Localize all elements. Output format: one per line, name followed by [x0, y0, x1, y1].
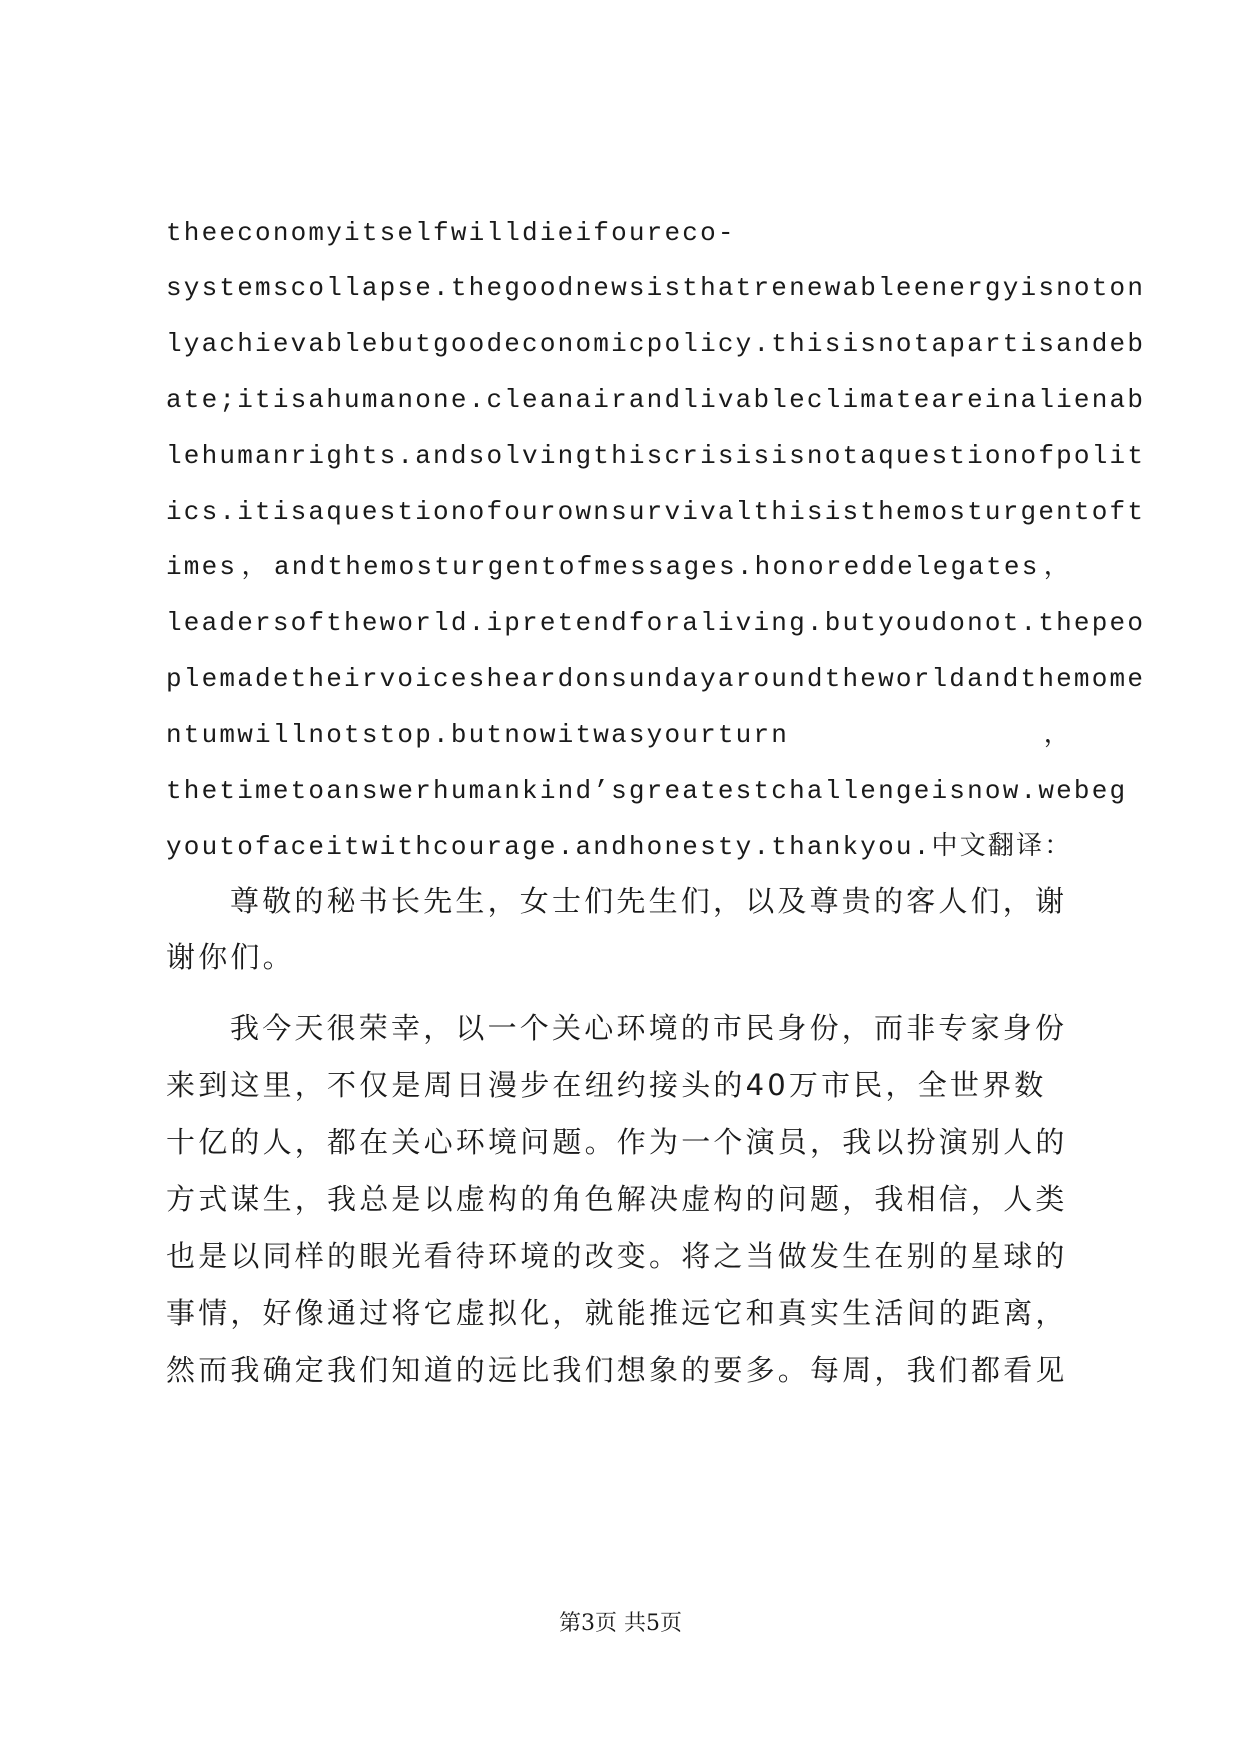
chinese-paragraph-2-line-5: 也是以同样的眼光看待环境的改变。将之当做发生在别的星球的: [166, 1239, 1068, 1273]
english-line-7-part-1: imes: [166, 552, 238, 582]
chinese-paragraph-2-line-2: 来到这里，不仅是周日漫步在纽约接头的40万市民，全世界数: [166, 1068, 1047, 1102]
english-line-6: ics.itisaquestionofourownsurvivalthisisthemosturgentoft: [166, 497, 1146, 527]
english-line-8: leadersoftheworld.ipretendforaliving.butyoudonot.thepeo: [166, 608, 1146, 638]
english-line-10-comma: ，: [1043, 720, 1072, 750]
english-line-7-comma-2: ，: [1043, 552, 1072, 582]
english-line-11: thetimetoanswerhumankind’sgreatestchallengeisnow.webeg: [166, 776, 1128, 806]
english-line-3: lyachievablebutgoodeconomicpolicy.thisisnotapartisandeb: [166, 329, 1146, 359]
english-line-9: plemadetheirvoicesheardonsundayaroundtheworldandthemome: [166, 664, 1146, 694]
english-line-4: ate;itisahumanone.cleanairandlivableclimateareinalienab: [166, 385, 1146, 415]
chinese-paragraph-2-line-1: 我今天很荣幸，以一个关心环境的市民身份，而非专家身份: [230, 1011, 1068, 1045]
chinese-paragraph-1-line-1: 尊敬的秘书长先生，女士们先生们，以及尊贵的客人们，谢: [230, 884, 1068, 918]
chinese-paragraph-2-line-6: 事情，好像通过将它虚拟化，就能推远它和真实生活间的距离，: [166, 1296, 1068, 1330]
english-line-12: youtofaceitwithcourage.andhonesty.thankyou.中文翻译：: [166, 832, 1073, 862]
chinese-paragraph-1-line-2: 谢你们。: [166, 940, 295, 974]
english-line-7-comma-1: ，: [241, 552, 270, 582]
chinese-paragraph-2-line-3: 十亿的人，都在关心环境问题。作为一个演员，我以扮演别人的: [166, 1125, 1068, 1159]
english-line-5: lehumanrights.andsolvingthiscrisisisnotaquestionofpolit: [166, 441, 1146, 471]
english-line-7-part-2: andthemosturgentofmessages.honoreddelegates: [273, 552, 1040, 582]
english-line-1: theeconomyitselfwilldieifoureco-: [166, 218, 736, 248]
chinese-paragraph-2-line-4: 方式谋生，我总是以虚构的角色解决虚构的问题，我相信，人类: [166, 1182, 1068, 1216]
page-number-footer: 第3页 共5页: [559, 1611, 682, 1636]
english-line-2: systemscollapse.thegoodnewsisthatrenewableenergyisnoton: [166, 273, 1146, 303]
english-line-10-text: ntumwillnotstop.butnowitwasyourturn: [166, 720, 790, 750]
chinese-paragraph-2-line-7: 然而我确定我们知道的远比我们想象的要多。每周，我们都看见: [166, 1353, 1068, 1387]
english-line-10: [166, 720, 1072, 750]
english-line-7: [166, 552, 1072, 582]
